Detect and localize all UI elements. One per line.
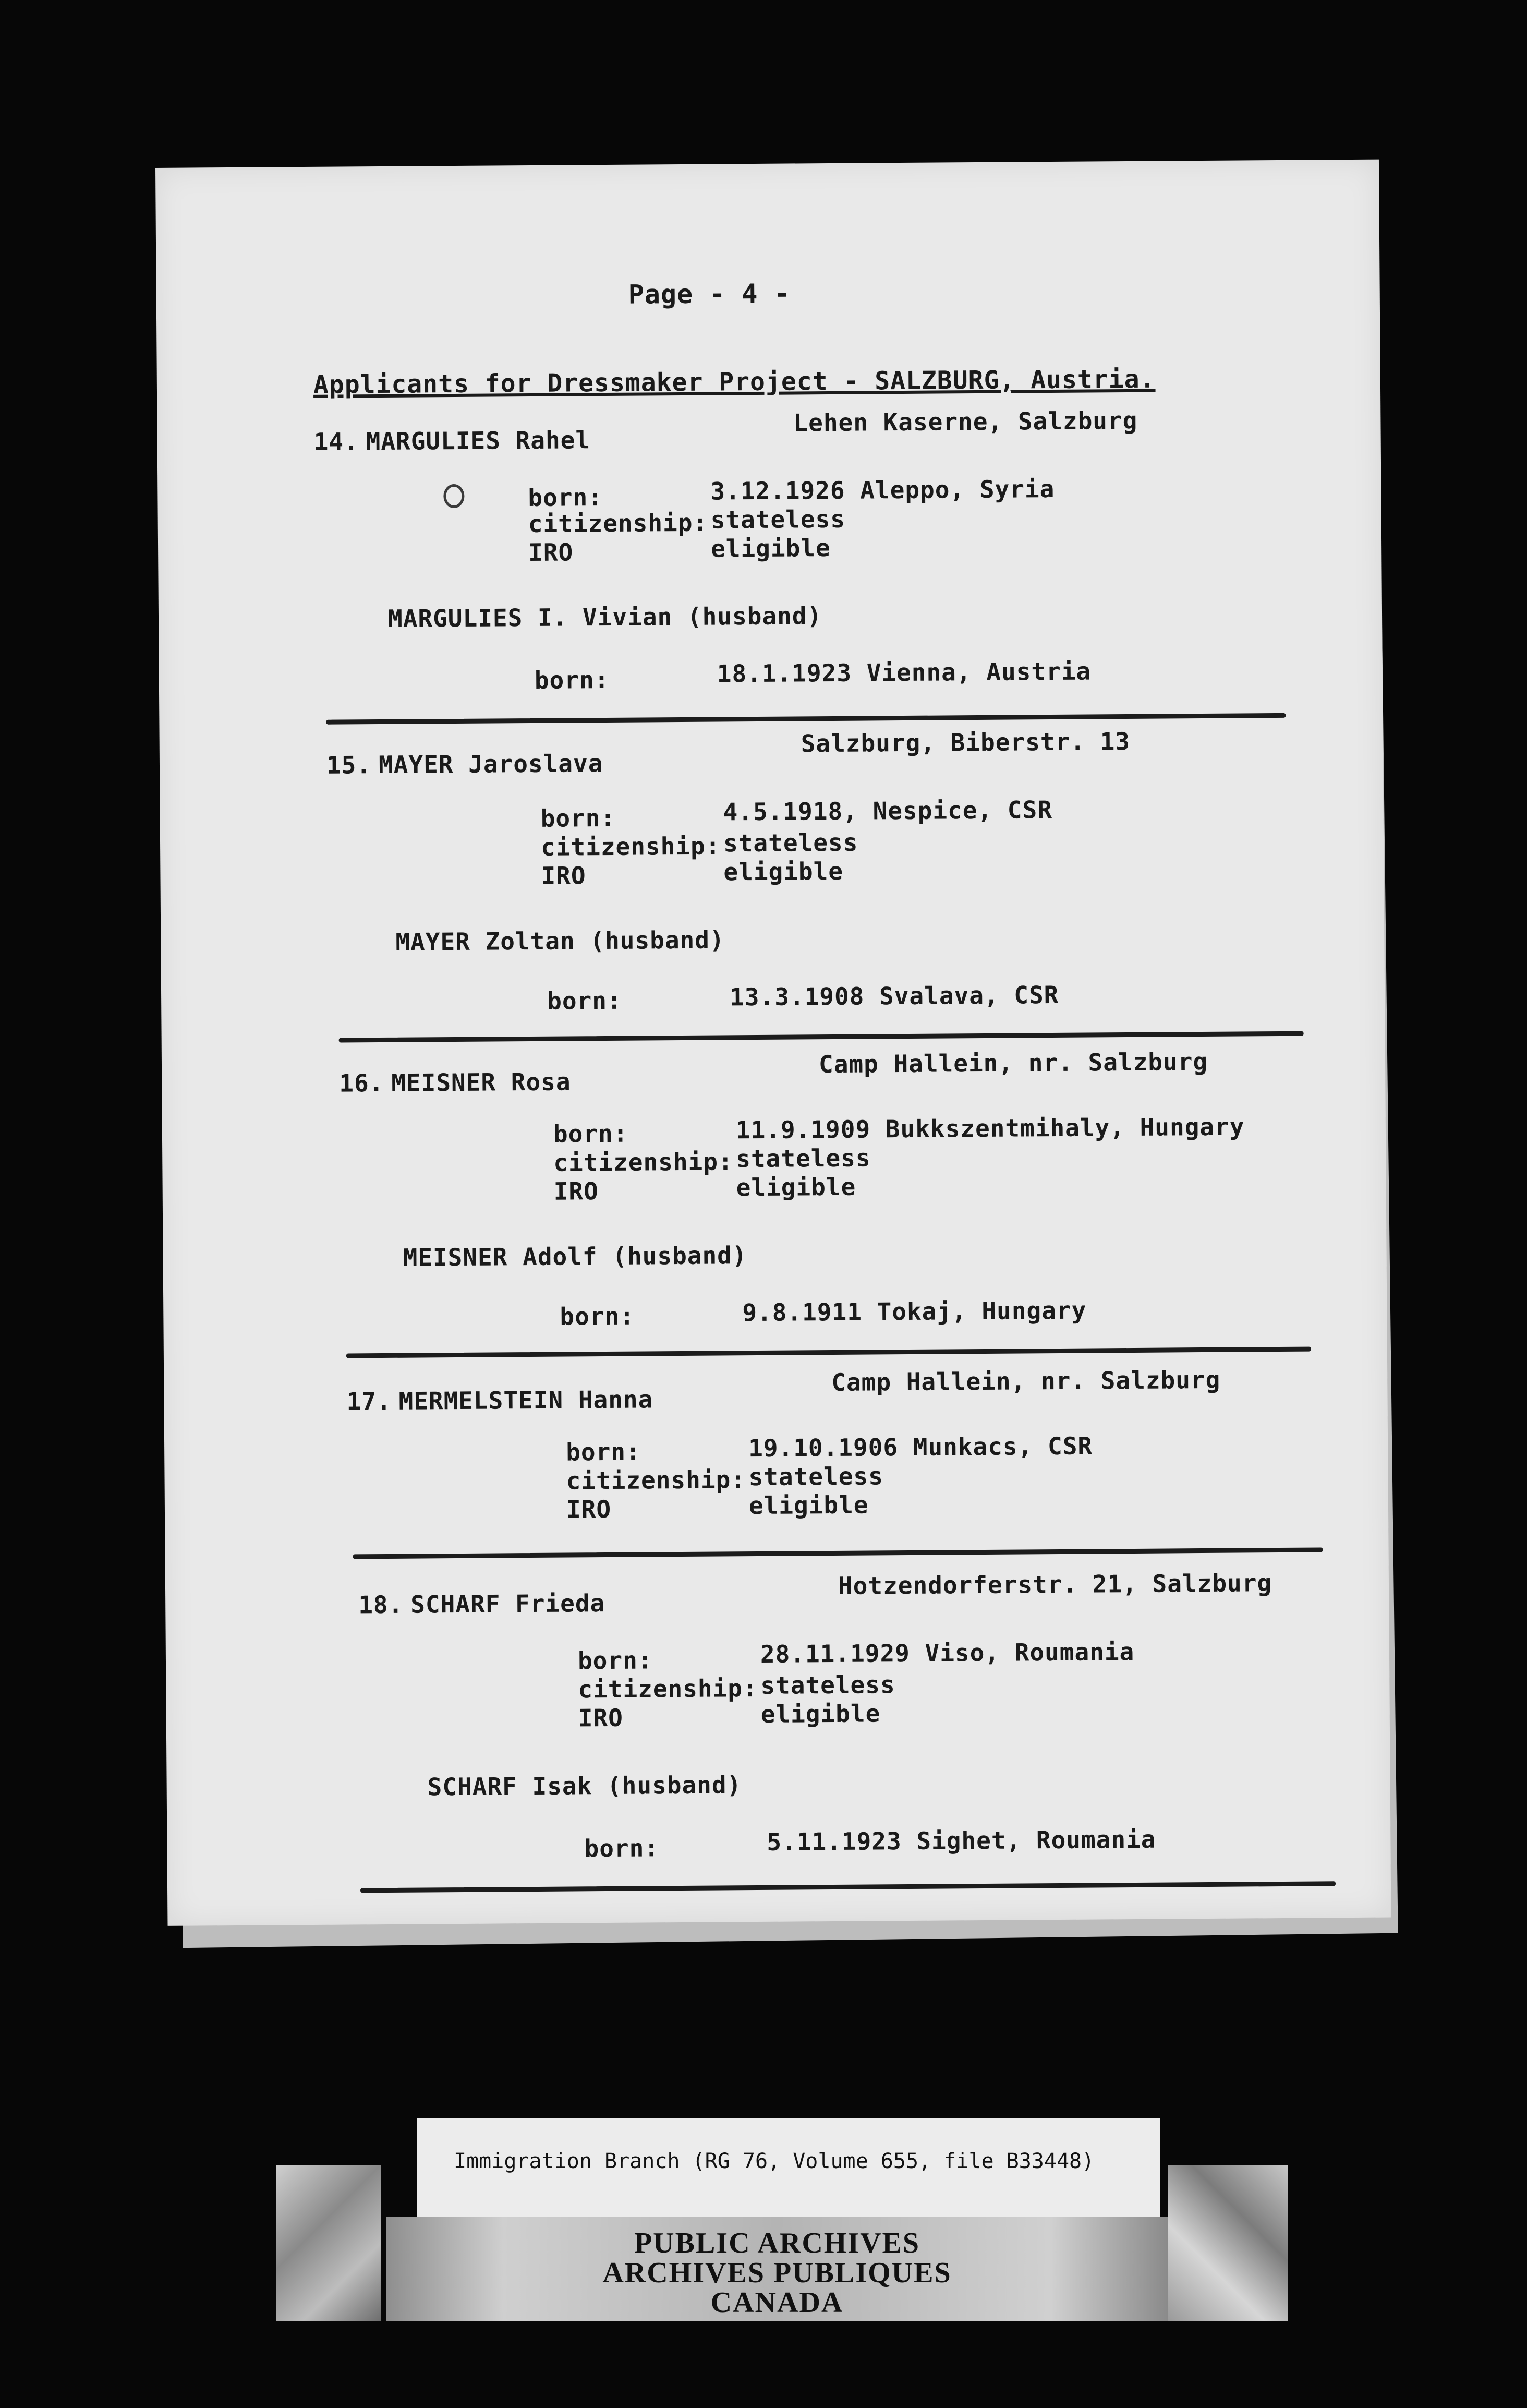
- entry-name: SCHARF Frieda: [410, 1589, 605, 1619]
- citizenship-value: stateless: [710, 504, 846, 534]
- spouse-name: MEISNER Adolf (husband): [403, 1241, 747, 1272]
- archive-reference: Immigration Branch (RG 76, Volume 655, file B33448): [454, 2149, 1095, 2173]
- page-label: Page - 4 -: [628, 278, 791, 310]
- born-value: 28.11.1929 Viso, Roumania: [760, 1637, 1135, 1668]
- spouse-born-value: 5.11.1923 Sighet, Roumania: [767, 1825, 1156, 1856]
- archive-stamp-line1: PUBLIC ARCHIVES: [634, 2227, 920, 2259]
- archive-stamp-right: [1168, 2165, 1288, 2321]
- citizenship-label: citizenship:: [553, 1147, 733, 1177]
- archive-stamp-line2: ARCHIVES PUBLIQUES: [602, 2257, 952, 2289]
- citizenship-label: citizenship:: [528, 508, 708, 538]
- archive-stamp-line3: CANADA: [710, 2286, 844, 2319]
- citizenship-value: stateless: [736, 1143, 871, 1173]
- spouse-born-value: 9.8.1911 Tokaj, Hungary: [742, 1296, 1087, 1327]
- separator-rule: [339, 1031, 1304, 1043]
- separator-rule: [353, 1547, 1323, 1559]
- citizenship-label: citizenship:: [540, 832, 721, 861]
- iro-label: IRO: [553, 1177, 599, 1206]
- entry-address: Camp Hallein, nr. Salzburg: [831, 1365, 1221, 1397]
- citizenship-value: stateless: [748, 1462, 883, 1491]
- citizenship-label: citizenship:: [578, 1674, 758, 1704]
- entry-name: MARGULIES Rahel: [366, 426, 591, 456]
- entry-address: Lehen Kaserne, Salzburg: [793, 406, 1138, 437]
- entry-number: 15.: [326, 751, 372, 779]
- archive-stamp-left: [276, 2165, 381, 2321]
- spouse-born-label: born:: [547, 986, 622, 1015]
- iro-value: eligible: [723, 857, 844, 886]
- entry-name: MAYER Jaroslava: [378, 749, 603, 779]
- born-label: born:: [577, 1646, 653, 1675]
- spouse-name: SCHARF Isak (husband): [427, 1771, 742, 1801]
- separator-rule: [360, 1881, 1336, 1893]
- spouse-name: MARGULIES I. Vivian (husband): [387, 601, 822, 633]
- entry-number: 18.: [358, 1590, 404, 1619]
- entry-address: Hotzendorferstr. 21, Salzburg: [838, 1569, 1272, 1600]
- iro-value: eligible: [748, 1490, 869, 1520]
- document-page: [155, 160, 1391, 1926]
- spouse-born-label: born:: [584, 1834, 660, 1863]
- born-label: born:: [540, 803, 616, 833]
- born-value: 4.5.1918, Nespice, CSR: [723, 796, 1053, 826]
- entry-address: Camp Hallein, nr. Salzburg: [818, 1047, 1208, 1079]
- separator-rule: [346, 1347, 1311, 1358]
- entry-number: 16.: [339, 1068, 384, 1098]
- iro-label: IRO: [578, 1703, 624, 1732]
- born-value: 19.10.1906 Munkacs, CSR: [748, 1431, 1093, 1463]
- spouse-born-value: 13.3.1908 Svalava, CSR: [729, 980, 1059, 1012]
- iro-value: eligible: [736, 1172, 856, 1202]
- spouse-born-label: born:: [560, 1302, 635, 1331]
- spouse-name: MAYER Zoltan (husband): [395, 925, 725, 956]
- citizenship-value: stateless: [760, 1670, 895, 1700]
- entry-address: Salzburg, Biberstr. 13: [801, 727, 1131, 758]
- punch-hole-icon: [443, 484, 464, 508]
- iro-label: IRO: [528, 538, 574, 567]
- entry-name: MERMELSTEIN Hanna: [398, 1385, 653, 1415]
- entry-number: 14.: [313, 427, 359, 456]
- spouse-born-value: 18.1.1923 Vienna, Austria: [717, 657, 1092, 688]
- born-label: born:: [528, 483, 603, 512]
- born-value: 11.9.1909 Bukkszentmihaly, Hungary: [735, 1112, 1245, 1145]
- born-label: born:: [566, 1437, 641, 1466]
- spouse-born-label: born:: [534, 665, 610, 694]
- born-value: 3.12.1926 Aleppo, Syria: [710, 474, 1055, 505]
- citizenship-value: stateless: [723, 828, 858, 858]
- entry-number: 17.: [346, 1387, 392, 1416]
- citizenship-label: citizenship:: [566, 1465, 746, 1495]
- iro-value: eligible: [760, 1699, 881, 1728]
- born-label: born:: [553, 1119, 628, 1148]
- entry-name: MEISNER Rosa: [391, 1067, 571, 1097]
- iro-value: eligible: [710, 533, 831, 563]
- iro-label: IRO: [566, 1495, 612, 1524]
- document-heading: Applicants for Dressmaker Project - SALZBURG, Austria.: [313, 364, 1156, 400]
- iro-label: IRO: [541, 861, 586, 890]
- separator-rule: [326, 713, 1286, 725]
